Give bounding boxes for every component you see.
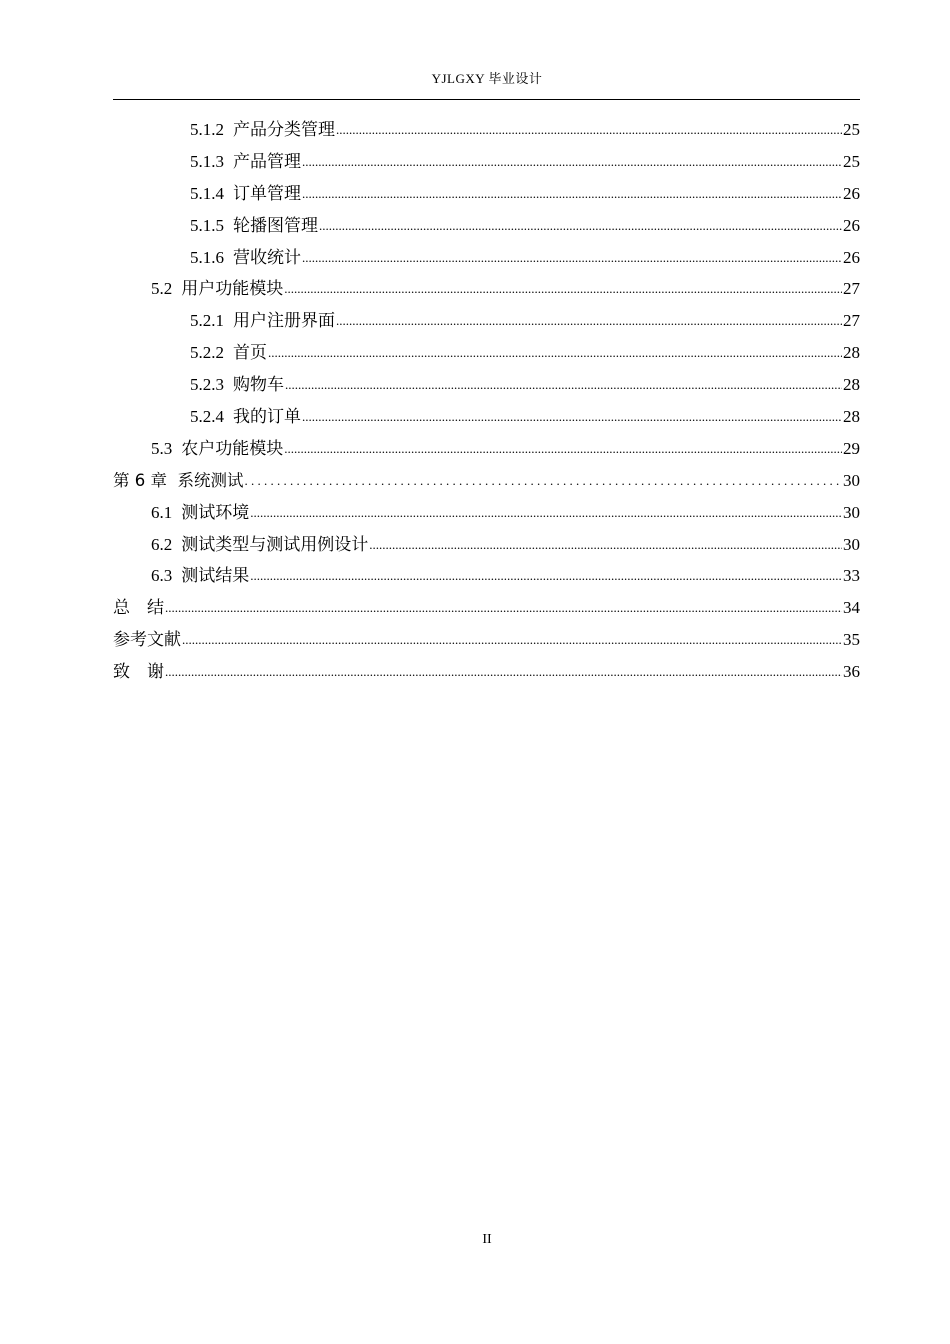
toc-entry[interactable] xyxy=(113,656,860,688)
header-rule xyxy=(113,99,860,100)
toc-entry-number: 5.2.2 xyxy=(190,343,224,363)
toc-entry-title: 用户注册界面 xyxy=(233,311,335,331)
toc-leader-dots xyxy=(284,432,842,465)
toc-leader-dots xyxy=(336,304,842,337)
toc-entry-number: 5.2.3 xyxy=(190,375,224,395)
toc-entry-page: 25 xyxy=(843,151,860,171)
toc-entry-page: 27 xyxy=(843,279,860,299)
toc-entry-title: 首页 xyxy=(233,343,267,363)
toc-entry[interactable] xyxy=(113,401,860,433)
toc-entry-title: 测试类型与测试用例设计 xyxy=(181,534,369,554)
toc-leader-dots xyxy=(302,145,842,178)
toc-entry-title: 产品管理 xyxy=(233,151,301,171)
toc-leader-dots xyxy=(284,272,842,305)
toc-leader-dots xyxy=(336,113,842,146)
toc-entry-page: 30 xyxy=(843,534,860,554)
toc-entry-title: 参考文献 xyxy=(113,630,181,650)
toc-entry-title: 测试环境 xyxy=(181,502,250,522)
toc-entry-page: 36 xyxy=(843,662,860,682)
toc-entry-title: 用户功能模块 xyxy=(181,279,284,299)
toc-leader-dots xyxy=(250,496,842,529)
toc-leader-dots xyxy=(268,336,842,369)
toc-entry[interactable] xyxy=(113,242,860,274)
toc-entry-title: 总 结 xyxy=(113,598,164,618)
toc-entry-number: 5.1.2 xyxy=(190,120,224,139)
toc-entry-page: 30 xyxy=(843,470,860,490)
toc-leader-dots xyxy=(165,591,842,624)
toc-leader-dots xyxy=(285,368,842,401)
toc-leader-dots xyxy=(302,177,842,210)
toc-leader-dots xyxy=(319,209,842,242)
toc-entry-number: 6.2 xyxy=(151,534,173,554)
toc-entry[interactable] xyxy=(113,337,860,369)
toc-entry-title: 营收统计 xyxy=(233,247,301,267)
toc-entry-title: 订单管理 xyxy=(233,183,301,203)
page-number: II xyxy=(482,1232,492,1247)
toc-entry-title: 第 6 章 系统测试 xyxy=(113,470,244,490)
toc-leader-dots xyxy=(165,655,842,688)
toc-entry-page: 28 xyxy=(843,407,860,427)
toc-entry-page: 29 xyxy=(843,438,860,458)
toc-entry[interactable] xyxy=(113,465,860,497)
toc-entry-title: 我的订单 xyxy=(233,407,301,427)
toc-entry-number: 5.1.6 xyxy=(190,247,224,267)
toc-entry-title: 购物车 xyxy=(233,375,284,395)
toc-entry[interactable] xyxy=(113,560,860,592)
toc-entry-page: 28 xyxy=(843,375,860,395)
toc-entry[interactable] xyxy=(113,529,860,561)
toc-entry-number: 5.1.4 xyxy=(190,183,224,203)
toc-entry-number: 5.1.5 xyxy=(190,215,224,235)
toc-entry[interactable] xyxy=(113,369,860,401)
toc-entry-title: 农户功能模块 xyxy=(181,438,284,458)
toc-entry-title: 测试结果 xyxy=(181,566,250,586)
toc-entry-page: 28 xyxy=(843,343,860,363)
toc-entry-page: 26 xyxy=(843,183,860,203)
toc-entry-title: 致 谢 xyxy=(113,662,164,682)
toc-leader-dots xyxy=(250,559,842,592)
toc-leader-dots xyxy=(302,400,842,433)
toc-entry-page: 30 xyxy=(843,502,860,522)
toc-entry-number: 5.1.3 xyxy=(190,151,224,171)
toc-entry-page: 25 xyxy=(843,120,860,139)
toc-entry-page: 27 xyxy=(843,311,860,331)
toc-entry[interactable] xyxy=(113,146,860,178)
toc-leader-dots xyxy=(244,464,842,497)
toc-leader-dots xyxy=(369,528,842,561)
toc-entry-page: 35 xyxy=(843,630,860,650)
toc-entry-page: 34 xyxy=(843,598,860,618)
toc-entry[interactable] xyxy=(113,592,860,624)
toc-entry-number: 5.3 xyxy=(151,438,173,458)
toc-entry-number: 6.3 xyxy=(151,566,173,586)
running-header: YJLGXY 毕业设计 xyxy=(431,71,543,86)
toc-leader-dots xyxy=(302,241,842,274)
toc-entry-number: 6.1 xyxy=(151,502,173,522)
toc-entry[interactable] xyxy=(113,305,860,337)
table-of-contents xyxy=(113,114,860,688)
toc-entry-number: 5.2 xyxy=(151,279,173,299)
toc-entry-page: 26 xyxy=(843,247,860,267)
toc-entry[interactable] xyxy=(113,497,860,529)
toc-entry[interactable] xyxy=(113,210,860,242)
toc-entry[interactable] xyxy=(113,114,860,146)
toc-entry[interactable] xyxy=(113,433,860,465)
toc-entry-number: 5.2.4 xyxy=(190,407,224,427)
toc-entry-number: 5.2.1 xyxy=(190,311,224,331)
toc-entry[interactable] xyxy=(113,178,860,210)
toc-entry-page: 26 xyxy=(843,215,860,235)
toc-entry-page: 33 xyxy=(843,566,860,586)
toc-entry[interactable] xyxy=(113,273,860,305)
toc-entry-title: 轮播图管理 xyxy=(233,215,318,235)
toc-leader-dots xyxy=(182,623,842,656)
toc-entry[interactable] xyxy=(113,624,860,656)
toc-entry-title: 产品分类管理 xyxy=(233,120,335,139)
